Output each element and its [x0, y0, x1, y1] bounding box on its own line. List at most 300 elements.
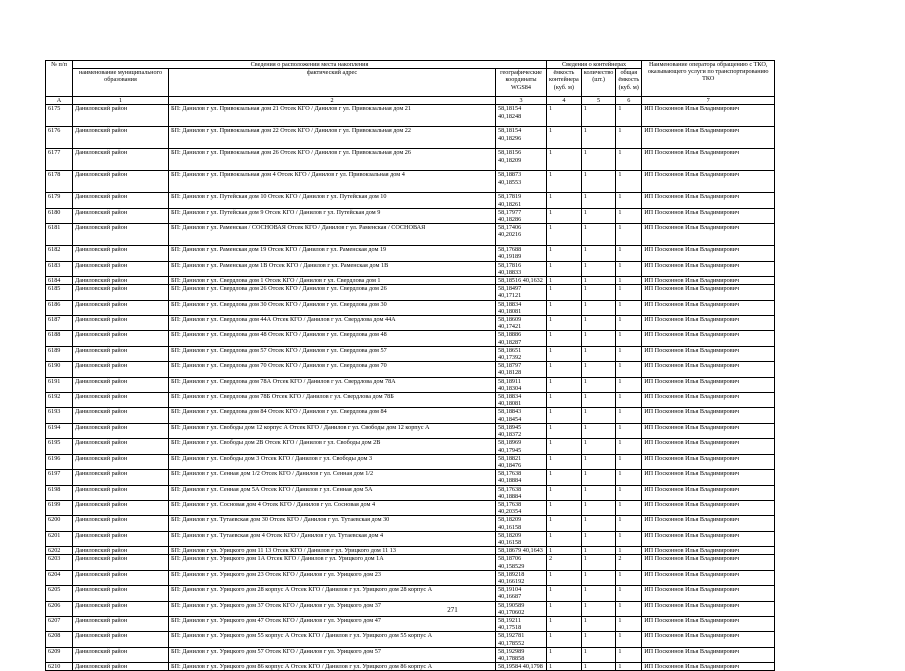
index-cell: А: [46, 97, 73, 105]
operator-cell: ИП Посконнов Илья Владимирович: [642, 470, 775, 485]
municipality-cell: Даниловский район: [73, 193, 169, 208]
row-number-cell: 6200: [46, 516, 73, 531]
table-row: [46, 555, 775, 570]
row-number-cell: 6190: [46, 362, 73, 377]
table-row: [46, 300, 775, 315]
row-number-cell: 6204: [46, 570, 73, 585]
municipality-cell: Даниловский район: [73, 531, 169, 546]
capacity-cell: 1: [547, 616, 582, 631]
operator-cell: ИП Посконнов Илья Владимирович: [642, 393, 775, 408]
capacity-cell: 1: [547, 408, 582, 423]
municipality-cell: Даниловский район: [73, 316, 169, 331]
operator-cell: ИП Посконнов Илья Владимирович: [642, 346, 775, 361]
quantity-cell: 1: [581, 393, 616, 408]
address-cell: БП: Данилов г ул. Раменская / СОСНОВАЯ Отсек КГО / Данилов г ул. Раменская / СОСНОВАЯ: [169, 224, 496, 246]
row-number-cell: 6176: [46, 127, 73, 149]
capacity-cell: 1: [547, 531, 582, 546]
address-cell: БП: Данилов г ул. Урицкого дом 47 Отсек КГО / Данилов г ул. Урицкого дом 47: [169, 616, 496, 631]
capacity-cell: 1: [547, 601, 582, 616]
coordinates-cell: 58,18821 40,18476: [496, 454, 547, 469]
total-capacity-cell: 1: [616, 616, 642, 631]
coordinates-cell: 58,18679 40,1643: [496, 547, 547, 555]
capacity-cell: 1: [547, 149, 582, 171]
row-number-cell: 6175: [46, 105, 73, 127]
address-cell: БП: Данилов г ул. Свердлова дом 48 Отсек КГО / Данилов г ул. Свердлова дом 48: [169, 331, 496, 346]
capacity-cell: 1: [547, 500, 582, 515]
municipality-cell: Даниловский район: [73, 127, 169, 149]
quantity-cell: 1: [581, 439, 616, 454]
address-cell: БП: Данилов г ул. Урицкого дом 28 корпус А Отсек КГО / Данилов г ул. Урицкого дом 28 корпус А: [169, 586, 496, 601]
total-capacity-cell: 1: [616, 454, 642, 469]
row-number-cell: 6207: [46, 616, 73, 631]
quantity-cell: 1: [581, 316, 616, 331]
table-row: [46, 485, 775, 500]
coordinates-cell: 58,17638 40,18884: [496, 485, 547, 500]
capacity-cell: 1: [547, 663, 582, 671]
table-row: [46, 105, 775, 127]
total-capacity-cell: 1: [616, 439, 642, 454]
municipality-cell: Даниловский район: [73, 454, 169, 469]
municipality-cell: Даниловский район: [73, 423, 169, 438]
total-capacity-cell: 1: [616, 586, 642, 601]
address-cell: БП: Данилов г ул. Сенная дом 5А Отсек КГО / Данилов г ул. Сенная дом 5А: [169, 485, 496, 500]
operator-cell: ИП Посконнов Илья Владимирович: [642, 105, 775, 127]
operator-cell: ИП Посконнов Илья Владимирович: [642, 208, 775, 223]
municipality-cell: Даниловский район: [73, 647, 169, 662]
row-number-cell: 6189: [46, 346, 73, 361]
address-cell: БП: Данилов г ул. Свободы дом 12 корпус А Отсек КГО / Данилов г ул. Свободы дом 12 корпус А: [169, 423, 496, 438]
row-number-cell: 6198: [46, 485, 73, 500]
municipality-cell: Даниловский район: [73, 470, 169, 485]
table-row: [46, 663, 775, 671]
total-capacity-cell: 1: [616, 516, 642, 531]
quantity-cell: 1: [581, 647, 616, 662]
municipality-cell: Даниловский район: [73, 171, 169, 193]
operator-cell: ИП Посконнов Илья Владимирович: [642, 171, 775, 193]
address-cell: БП: Данилов г ул. Тутаевская дом 4 Отсек КГО / Данилов г ул. Тутаевская дом 4: [169, 531, 496, 546]
address-cell: БП: Данилов г ул. Привокзальная дом 21 Отсек КГО / Данилов г ул. Привокзальная дом 21: [169, 105, 496, 127]
municipality-cell: Даниловский район: [73, 105, 169, 127]
index-cell: 4: [547, 97, 582, 105]
coordinates-cell: 58,18651 40,17392: [496, 346, 547, 361]
table-row: [46, 470, 775, 485]
operator-cell: ИП Посконнов Илья Владимирович: [642, 408, 775, 423]
municipality-cell: Даниловский район: [73, 616, 169, 631]
coordinates-cell: 58,18209 40,16158: [496, 516, 547, 531]
waste-sites-table: [45, 60, 775, 671]
row-number-cell: 6199: [46, 500, 73, 515]
operator-cell: ИП Посконнов Илья Владимирович: [642, 224, 775, 246]
coordinates-cell: 58,18797 40,18128: [496, 362, 547, 377]
table-row: [46, 246, 775, 261]
operator-cell: ИП Посконнов Илья Владимирович: [642, 647, 775, 662]
index-cell: 6: [616, 97, 642, 105]
header-operator: Наименование оператора обращению с ТКО, оказывающего услуги по транспортированию ТКО: [642, 61, 775, 97]
row-number-cell: 6206: [46, 601, 73, 616]
row-number-cell: 6210: [46, 663, 73, 671]
coordinates-cell: 58,18156 40,18209: [496, 149, 547, 171]
coordinates-cell: 58,18969 40,17945: [496, 439, 547, 454]
quantity-cell: 1: [581, 500, 616, 515]
quantity-cell: 1: [581, 105, 616, 127]
total-capacity-cell: 1: [616, 193, 642, 208]
address-cell: БП: Данилов г ул. Свердлова дом 1 Отсек КГО / Данилов г ул. Свердлова дом 1: [169, 277, 496, 285]
row-number-cell: 6184: [46, 277, 73, 285]
municipality-cell: Даниловский район: [73, 149, 169, 171]
quantity-cell: 1: [581, 516, 616, 531]
table-header: [46, 61, 775, 105]
address-cell: БП: Данилов г ул. Свердлова дом 70 Отсек КГО / Данилов г ул. Свердлова дом 70: [169, 362, 496, 377]
quantity-cell: 1: [581, 531, 616, 546]
coordinates-cell: 58,17406 40,20216: [496, 224, 547, 246]
capacity-cell: 1: [547, 632, 582, 647]
index-cell: 5: [581, 97, 616, 105]
quantity-cell: 1: [581, 246, 616, 261]
address-cell: БП: Данилов г ул. Сосновая дом 4 Отсек КГО / Данилов г ул. Сосновая дом 4: [169, 500, 496, 515]
operator-cell: ИП Посконнов Илья Владимирович: [642, 555, 775, 570]
operator-cell: ИП Посконнов Илья Владимирович: [642, 616, 775, 631]
total-capacity-cell: 1: [616, 224, 642, 246]
coordinates-cell: 58,18516 40,1632: [496, 277, 547, 285]
municipality-cell: Даниловский район: [73, 516, 169, 531]
coordinates-cell: 58,18154 40,18296: [496, 127, 547, 149]
capacity-cell: 1: [547, 285, 582, 300]
row-number-cell: 6197: [46, 470, 73, 485]
coordinates-cell: 58,18497 40,17121: [496, 285, 547, 300]
operator-cell: ИП Посконнов Илья Владимирович: [642, 331, 775, 346]
municipality-cell: Даниловский район: [73, 393, 169, 408]
row-number-cell: 6193: [46, 408, 73, 423]
operator-cell: ИП Посконнов Илья Владимирович: [642, 531, 775, 546]
capacity-cell: 1: [547, 331, 582, 346]
address-cell: БП: Данилов г ул. Свердлова дом 78Б Отсек КГО / Данилов г ул. Свердлова дом 78Б: [169, 393, 496, 408]
table-row: [46, 362, 775, 377]
coordinates-cell: 58,17816 40,18833: [496, 261, 547, 276]
table-row: [46, 331, 775, 346]
row-number-cell: 6186: [46, 300, 73, 315]
capacity-cell: 1: [547, 377, 582, 392]
municipality-cell: Даниловский район: [73, 570, 169, 585]
operator-cell: ИП Посконнов Илья Владимирович: [642, 285, 775, 300]
coordinates-cell: 58,18609 40,17421: [496, 316, 547, 331]
table-row: [46, 531, 775, 546]
quantity-cell: 1: [581, 470, 616, 485]
municipality-cell: Даниловский район: [73, 246, 169, 261]
table-row: [46, 423, 775, 438]
coordinates-cell: 58,19104 40,16687: [496, 586, 547, 601]
address-cell: БП: Данилов г ул. Свердлова дом 44А Отсек КГО / Данилов г ул. Свердлова дом 44А: [169, 316, 496, 331]
quantity-cell: 1: [581, 224, 616, 246]
address-cell: БП: Данилов г ул. Урицкого дом 1А Отсек КГО / Данилов г ул. Урицкого дом 1А: [169, 555, 496, 570]
quantity-cell: 1: [581, 632, 616, 647]
total-capacity-cell: 1: [616, 346, 642, 361]
header-containers-group: Сведения о контейнерах: [547, 61, 642, 69]
table-row: [46, 127, 775, 149]
coordinates-cell: 58,17688 40,19189: [496, 246, 547, 261]
quantity-cell: 1: [581, 331, 616, 346]
row-number-cell: 6179: [46, 193, 73, 208]
address-cell: БП: Данилов г ул. Урицкого дом 55 корпус А Отсек КГО / Данилов г ул. Урицкого дом 55 корпус А: [169, 632, 496, 647]
row-number-cell: 6187: [46, 316, 73, 331]
quantity-cell: 1: [581, 300, 616, 315]
table-row: [46, 377, 775, 392]
coordinates-cell: 58,18886 40,18287: [496, 331, 547, 346]
address-cell: БП: Данилов г ул. Урицкого дом 23 Отсек КГО / Данилов г ул. Урицкого дом 23: [169, 570, 496, 585]
capacity-cell: 1: [547, 470, 582, 485]
capacity-cell: 1: [547, 547, 582, 555]
row-number-cell: 6180: [46, 208, 73, 223]
table-row: [46, 547, 775, 555]
row-number-cell: 6201: [46, 531, 73, 546]
capacity-cell: 1: [547, 570, 582, 585]
table-row: [46, 193, 775, 208]
row-number-cell: 6195: [46, 439, 73, 454]
table-row: [46, 208, 775, 223]
coordinates-cell: 58,17638 40,18884: [496, 470, 547, 485]
capacity-cell: 1: [547, 105, 582, 127]
capacity-cell: 1: [547, 439, 582, 454]
coordinates-cell: 58,192781 40,178552: [496, 632, 547, 647]
total-capacity-cell: 1: [616, 300, 642, 315]
row-number-cell: 6188: [46, 331, 73, 346]
municipality-cell: Даниловский район: [73, 601, 169, 616]
municipality-cell: Даниловский район: [73, 300, 169, 315]
operator-cell: ИП Посконнов Илья Владимирович: [642, 300, 775, 315]
operator-cell: ИП Посконнов Илья Владимирович: [642, 362, 775, 377]
page-number: 271: [447, 606, 458, 614]
header-col-number: № п/п: [46, 61, 73, 97]
address-cell: БП: Данилов г ул. Путейская дом 9 Отсек КГО / Данилов г ул. Путейская дом 9: [169, 208, 496, 223]
table-row: [46, 408, 775, 423]
capacity-cell: 1: [547, 516, 582, 531]
capacity-cell: 1: [547, 246, 582, 261]
coordinates-cell: 58,18843 40,18454: [496, 408, 547, 423]
table-row: [46, 277, 775, 285]
total-capacity-cell: 1: [616, 647, 642, 662]
operator-cell: ИП Посконнов Илья Владимирович: [642, 149, 775, 171]
address-cell: БП: Данилов г ул. Свободы дом 2В Отсек КГО / Данилов г ул. Свободы дом 2В: [169, 439, 496, 454]
total-capacity-cell: 1: [616, 331, 642, 346]
table-row: [46, 586, 775, 601]
quantity-cell: 1: [581, 663, 616, 671]
quantity-cell: 1: [581, 570, 616, 585]
quantity-cell: 1: [581, 454, 616, 469]
coordinates-cell: 58,18911 40,18304: [496, 377, 547, 392]
total-capacity-cell: 1: [616, 246, 642, 261]
operator-cell: ИП Посконнов Илья Владимирович: [642, 485, 775, 500]
quantity-cell: 1: [581, 555, 616, 570]
municipality-cell: Даниловский район: [73, 285, 169, 300]
total-capacity-cell: 1: [616, 316, 642, 331]
address-cell: БП: Данилов г ул. Путейская дом 10 Отсек КГО / Данилов г ул. Путейская дом 10: [169, 193, 496, 208]
quantity-cell: 1: [581, 586, 616, 601]
quantity-cell: 1: [581, 149, 616, 171]
municipality-cell: Даниловский район: [73, 632, 169, 647]
total-capacity-cell: 1: [616, 208, 642, 223]
total-capacity-cell: 1: [616, 127, 642, 149]
total-capacity-cell: 1: [616, 105, 642, 127]
table-row: [46, 346, 775, 361]
address-cell: БП: Данилов г ул. Свердлова дом 57 Отсек КГО / Данилов г ул. Свердлова дом 57: [169, 346, 496, 361]
quantity-cell: 1: [581, 423, 616, 438]
index-cell: 2: [169, 97, 496, 105]
row-number-cell: 6192: [46, 393, 73, 408]
coordinates-cell: 58,17977 40,18286: [496, 208, 547, 223]
coordinates-cell: 58,19584 40,1798: [496, 663, 547, 671]
quantity-cell: 1: [581, 261, 616, 276]
municipality-cell: Даниловский район: [73, 663, 169, 671]
total-capacity-cell: 1: [616, 531, 642, 546]
header-coordinates: географические координаты WGS84: [496, 69, 547, 97]
address-cell: БП: Данилов г ул. Свободы дом 3 Отсек КГО / Данилов г ул. Свободы дом 3: [169, 454, 496, 469]
table-row: [46, 500, 775, 515]
total-capacity-cell: 1: [616, 261, 642, 276]
address-cell: БП: Данилов г ул. Свердлова дом 30 Отсек КГО / Данилов г ул. Свердлова дом 30: [169, 300, 496, 315]
coordinates-cell: 58,190589 40,170602: [496, 601, 547, 616]
capacity-cell: 1: [547, 485, 582, 500]
capacity-cell: 1: [547, 193, 582, 208]
total-capacity-cell: 1: [616, 485, 642, 500]
quantity-cell: 1: [581, 377, 616, 392]
row-number-cell: 6181: [46, 224, 73, 246]
operator-cell: ИП Посконнов Илья Владимирович: [642, 193, 775, 208]
row-number-cell: 6191: [46, 377, 73, 392]
address-cell: БП: Данилов г ул. Раменская дом 1В Отсек КГО / Данилов г ул. Раменская дом 1В: [169, 261, 496, 276]
quantity-cell: 1: [581, 285, 616, 300]
row-number-cell: 6182: [46, 246, 73, 261]
capacity-cell: 1: [547, 647, 582, 662]
capacity-cell: 1: [547, 171, 582, 193]
table-row: [46, 439, 775, 454]
table-row: [46, 393, 775, 408]
address-cell: БП: Данилов г ул. Сенная дом 1/2 Отсек КГО / Данилов г ул. Сенная дом 1/2: [169, 470, 496, 485]
operator-cell: ИП Посконнов Илья Владимирович: [642, 454, 775, 469]
coordinates-cell: 58,17638 40,20354: [496, 500, 547, 515]
capacity-cell: 1: [547, 393, 582, 408]
quantity-cell: 1: [581, 171, 616, 193]
municipality-cell: Даниловский район: [73, 277, 169, 285]
capacity-cell: 1: [547, 362, 582, 377]
quantity-cell: 1: [581, 547, 616, 555]
total-capacity-cell: 1: [616, 377, 642, 392]
quantity-cell: 1: [581, 408, 616, 423]
row-number-cell: 6202: [46, 547, 73, 555]
address-cell: БП: Данилов г ул. Свердлова дом 78А Отсек КГО / Данилов г ул. Свердлова дом 78А: [169, 377, 496, 392]
capacity-cell: 1: [547, 277, 582, 285]
quantity-cell: 1: [581, 616, 616, 631]
quantity-cell: 1: [581, 601, 616, 616]
municipality-cell: Даниловский район: [73, 261, 169, 276]
index-cell: 1: [73, 97, 169, 105]
address-cell: БП: Данилов г ул. Привокзальная дом 26 Отсек КГО / Данилов г ул. Привокзальная дом 26: [169, 149, 496, 171]
total-capacity-cell: 1: [616, 570, 642, 585]
row-number-cell: 6209: [46, 647, 73, 662]
municipality-cell: Даниловский район: [73, 331, 169, 346]
quantity-cell: 1: [581, 485, 616, 500]
address-cell: БП: Данилов г ул. Урицкого дом 57 Отсек КГО / Данилов г ул. Урицкого дом 57: [169, 647, 496, 662]
address-cell: БП: Данилов г ул. Урицкого дом 37 Отсек КГО / Данилов г ул. Урицкого дом 37: [169, 601, 496, 616]
table-row: [46, 570, 775, 585]
capacity-cell: 2: [547, 555, 582, 570]
address-cell: БП: Данилов г ул. Привокзальная дом 22 Отсек КГО / Данилов г ул. Привокзальная дом 22: [169, 127, 496, 149]
header-quantity: количество (шт.): [581, 69, 616, 97]
address-cell: БП: Данилов г ул. Свердлова дом 84 Отсек КГО / Данилов г ул. Свердлова дом 84: [169, 408, 496, 423]
operator-cell: ИП Посконнов Илья Владимирович: [642, 246, 775, 261]
municipality-cell: Даниловский район: [73, 547, 169, 555]
total-capacity-cell: 1: [616, 285, 642, 300]
total-capacity-cell: 1: [616, 393, 642, 408]
address-cell: БП: Данилов г ул. Тутаевская дом 30 Отсек КГО / Данилов г ул. Тутаевская дом 30: [169, 516, 496, 531]
total-capacity-cell: 1: [616, 408, 642, 423]
table-row: [46, 647, 775, 662]
table-row: [46, 149, 775, 171]
municipality-cell: Даниловский район: [73, 208, 169, 223]
total-capacity-cell: 1: [616, 632, 642, 647]
capacity-cell: 1: [547, 423, 582, 438]
operator-cell: ИП Посконнов Илья Владимирович: [642, 316, 775, 331]
row-number-cell: 6185: [46, 285, 73, 300]
header-address: фактический адрес: [169, 69, 496, 97]
total-capacity-cell: 1: [616, 149, 642, 171]
total-capacity-cell: 1: [616, 663, 642, 671]
operator-cell: ИП Посконнов Илья Владимирович: [642, 570, 775, 585]
table-body: [46, 105, 775, 671]
row-number-cell: 6194: [46, 423, 73, 438]
operator-cell: ИП Посконнов Илья Владимирович: [642, 500, 775, 515]
capacity-cell: 1: [547, 300, 582, 315]
capacity-cell: 1: [547, 346, 582, 361]
table-row: [46, 454, 775, 469]
operator-cell: ИП Посконнов Илья Владимирович: [642, 601, 775, 616]
municipality-cell: Даниловский район: [73, 346, 169, 361]
municipality-cell: Даниловский район: [73, 439, 169, 454]
capacity-cell: 1: [547, 224, 582, 246]
operator-cell: ИП Посконнов Илья Владимирович: [642, 261, 775, 276]
capacity-cell: 1: [547, 208, 582, 223]
table-row: [46, 261, 775, 276]
index-cell: 7: [642, 97, 775, 105]
quantity-cell: 1: [581, 193, 616, 208]
address-cell: БП: Данилов г ул. Урицкого дом 11 13 Отсек КГО / Данилов г ул. Урицкого дом 11 13: [169, 547, 496, 555]
municipality-cell: Даниловский район: [73, 362, 169, 377]
coordinates-cell: 58,18706 40,158529: [496, 555, 547, 570]
quantity-cell: 1: [581, 346, 616, 361]
operator-cell: ИП Посконнов Илья Владимирович: [642, 377, 775, 392]
row-number-cell: 6178: [46, 171, 73, 193]
address-cell: БП: Данилов г ул. Свердлова дом 26 Отсек КГО / Данилов г ул. Свердлова дом 26: [169, 285, 496, 300]
operator-cell: ИП Посконнов Илья Владимирович: [642, 516, 775, 531]
registry-sheet: [45, 60, 775, 671]
address-cell: БП: Данилов г ул. Привокзальная дом 4 Отсек КГО / Данилов г ул. Привокзальная дом 4: [169, 171, 496, 193]
coordinates-cell: 58,18945 40,18372: [496, 423, 547, 438]
total-capacity-cell: 1: [616, 423, 642, 438]
row-number-cell: 6183: [46, 261, 73, 276]
capacity-cell: 1: [547, 586, 582, 601]
coordinates-cell: 58,18834 40,18081: [496, 300, 547, 315]
total-capacity-cell: 1: [616, 470, 642, 485]
capacity-cell: 1: [547, 454, 582, 469]
operator-cell: ИП Посконнов Илья Владимирович: [642, 127, 775, 149]
operator-cell: ИП Посконнов Илья Владимирович: [642, 439, 775, 454]
operator-cell: ИП Посконнов Илья Владимирович: [642, 423, 775, 438]
quantity-cell: 1: [581, 277, 616, 285]
municipality-cell: Даниловский район: [73, 586, 169, 601]
municipality-cell: Даниловский район: [73, 224, 169, 246]
operator-cell: ИП Посконнов Илья Владимирович: [642, 586, 775, 601]
table-row: [46, 224, 775, 246]
municipality-cell: Даниловский район: [73, 485, 169, 500]
row-number-cell: 6208: [46, 632, 73, 647]
